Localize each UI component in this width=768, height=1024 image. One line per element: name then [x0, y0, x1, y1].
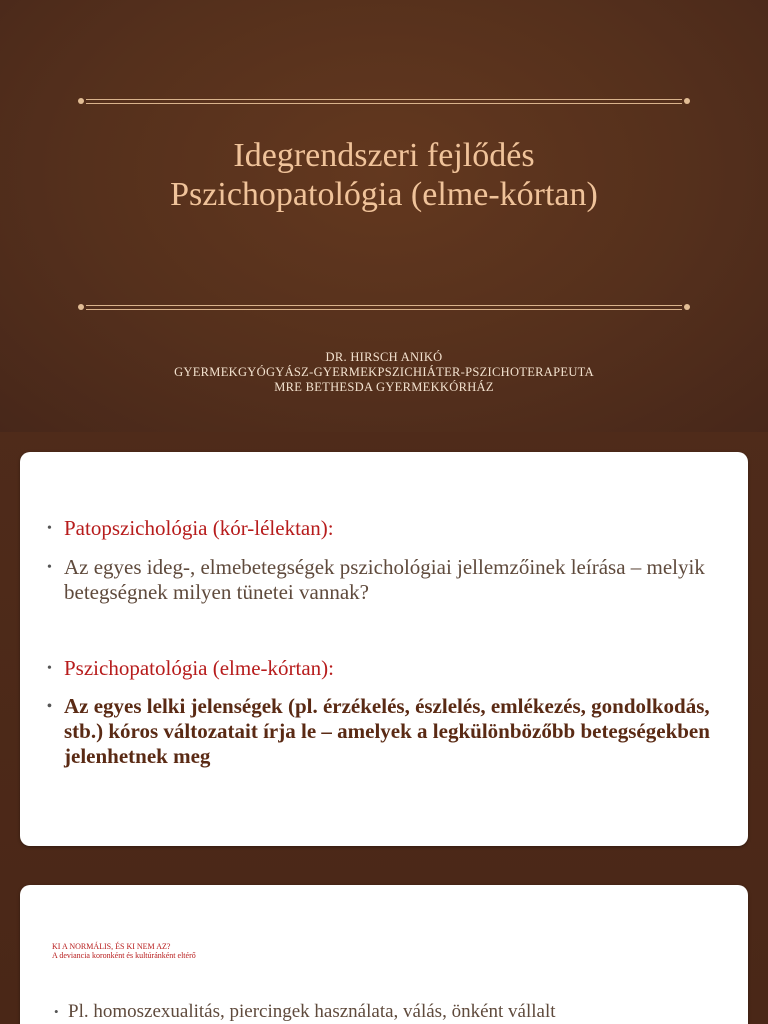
slide-heading: KI A NORMÁLIS, ÉS KI NEM AZ? A deviancia koronként és kultúránként eltérő	[52, 942, 196, 960]
bullet-text-example: • Pl. homoszexualitás, piercingek használata, válás, önként vállalt	[54, 1001, 556, 1022]
author-institution: MRE BETHESDA GYERMEKKÓRHÁZ	[274, 380, 494, 394]
bullet-heading-pszichopatologia: • Pszichopatológia (elme-kórtan):	[47, 656, 334, 680]
bullet-text-pszichopatologia: • Az egyes lelki jelenségek (pl. érzékelés, észlelés, emlékezés, gondolkodás, stb.) kóros változatait írja le – amelyek a legkülönbözőbb betegségekben jelenhetnek meg	[47, 694, 710, 768]
bottom-ornament-rule	[78, 305, 690, 310]
title-line-2: Pszichopatológia (elme-kórtan)	[170, 176, 598, 213]
bullet-mark: •	[47, 560, 52, 575]
content-slide-card	[20, 452, 748, 846]
bullet-mark: •	[54, 1004, 59, 1019]
slide-title	[0, 136, 768, 214]
slide-subtitle	[0, 350, 768, 395]
ornament-dot	[684, 304, 690, 310]
title-slide	[0, 0, 768, 432]
bullet-mark: •	[47, 521, 52, 536]
author-name: DR. HIRSCH ANIKÓ	[325, 350, 443, 364]
bullet-mark: •	[47, 699, 52, 714]
ornament-dot	[78, 304, 84, 310]
bullet-mark: •	[47, 661, 52, 676]
bullet-heading-patopszichologia: • Patopszichológia (kór-lélektan):	[47, 516, 334, 540]
title-line-1: Idegrendszeri fejlődés	[233, 137, 535, 174]
ornament-dot	[684, 98, 690, 104]
bullet-text-patopszichologia: • Az egyes ideg-, elmebetegségek pszichológiai jellemzőinek leírása – melyik betegségnek milyen tünetei vannak?	[47, 555, 705, 604]
author-role: GYERMEKGYÓGYÁSZ-GYERMEKPSZICHIÁTER-PSZICHOTERAPEUTA	[174, 365, 594, 379]
ornament-dot	[78, 98, 84, 104]
top-ornament-rule	[78, 99, 690, 104]
